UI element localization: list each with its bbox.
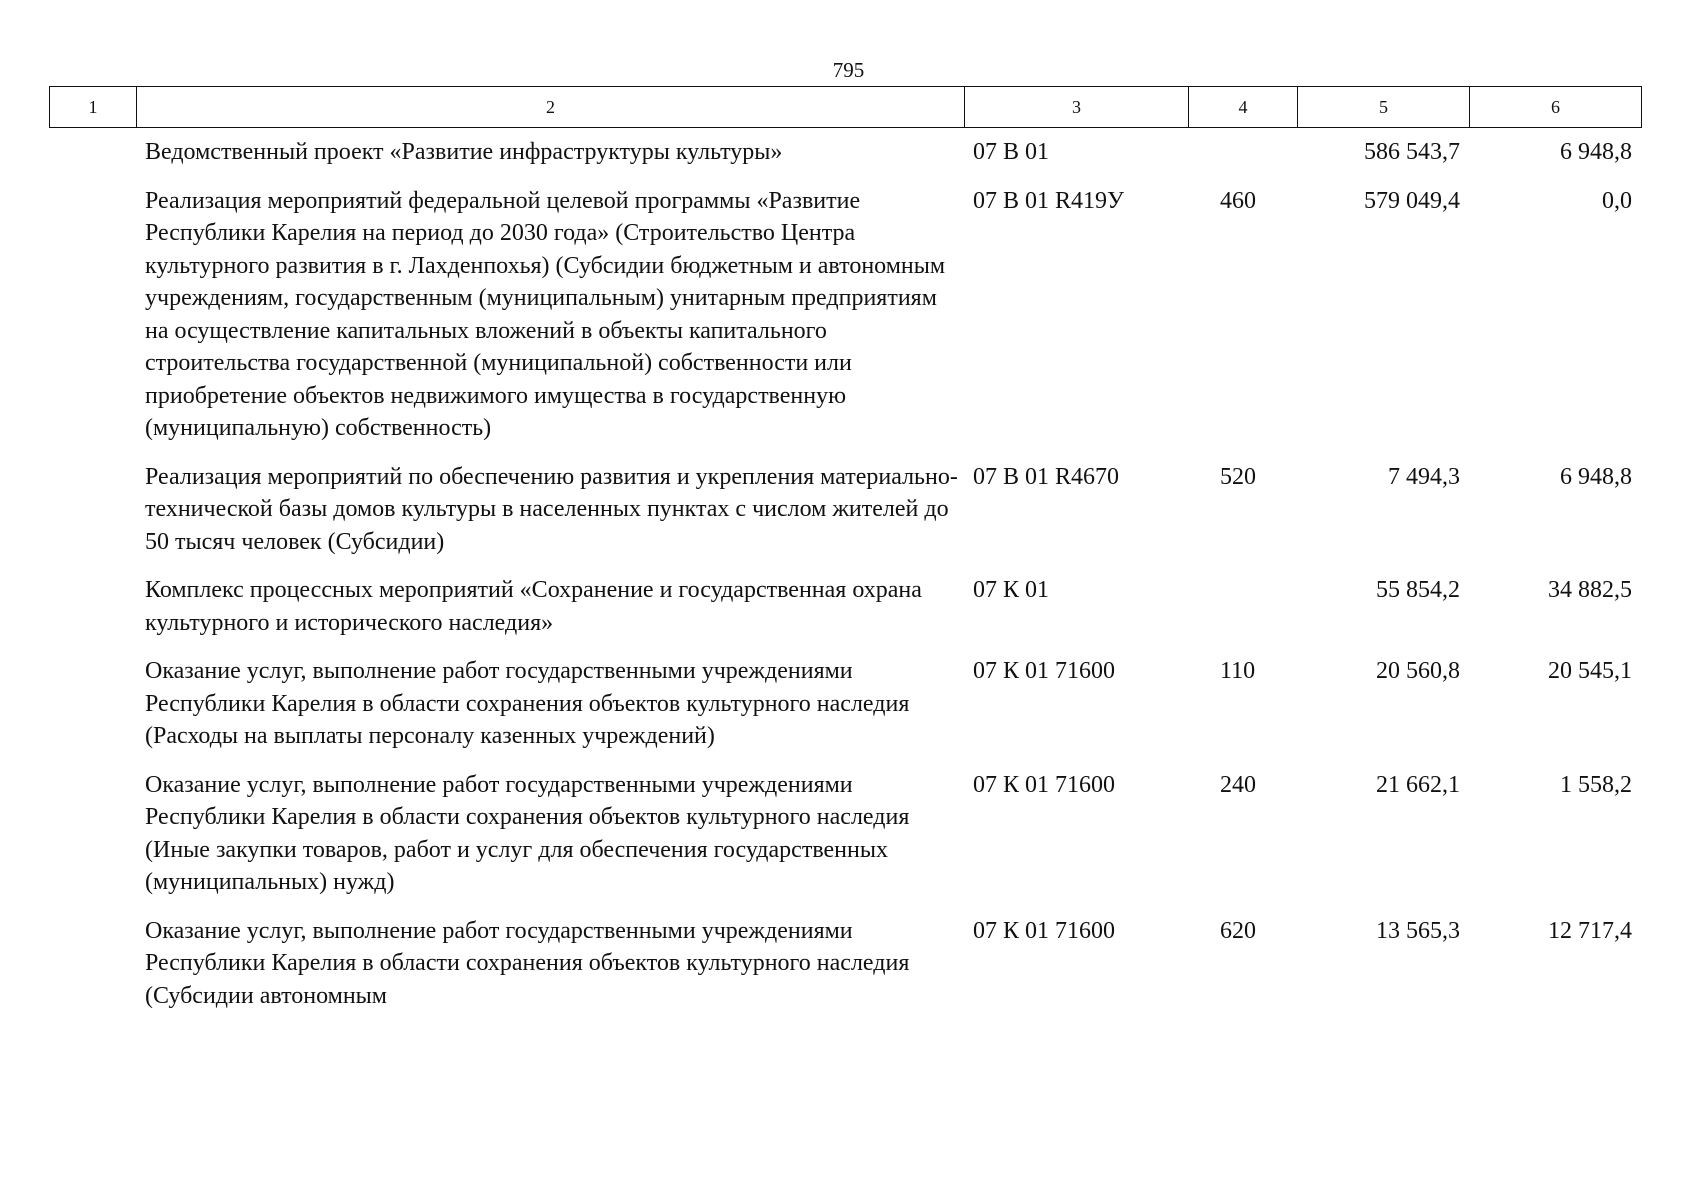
row-value-col6: 20 545,1 [1548, 658, 1632, 684]
table-row [49, 915, 1641, 1013]
row-name: Комплекс процессных мероприятий «Сохранение и государственная охрана культурного и исторического наследия» [145, 577, 922, 636]
row-value-col5: 586 543,7 [1364, 139, 1460, 165]
row-value-col5: 7 494,3 [1388, 463, 1460, 490]
row-number-cell [49, 461, 136, 559]
row-expense-type [1188, 574, 1297, 639]
row-name: Реализация мероприятий по обеспечению развития и укрепления материально-технической базы домов культуры в населенных пунктах с числом жителей до 50 тысяч человек (Субсидии) [145, 463, 958, 555]
row-code: 07 В 01 R419У [973, 187, 1125, 214]
row-number-cell [49, 915, 136, 1013]
table-row [49, 769, 1641, 899]
row-expense-type [1188, 136, 1297, 169]
row-code: 07 В 01 [973, 139, 1050, 165]
column-header-table [49, 86, 1642, 128]
row-value-col5: 13 565,3 [1376, 917, 1460, 944]
row-expense-type: 240 [1220, 771, 1256, 798]
row-name: Реализация мероприятий федеральной целевой программы «Развитие Республики Карелия на период до 2030 года» (Строительство Центра культурного развития в г. Лахденпохья) (Субсидии бюджетным и автономным учреждениям, государственным (муниципальным) унитарным предприятиям на осуществление капитальных вложений в объекты капитального строительства государственной (муниципальной) собственности или приобретение объектов недвижимого имущества в государственную (муниципальную) собственность) [145, 187, 946, 441]
row-value-col6: 12 717,4 [1548, 917, 1632, 944]
row-value-col6: 0,0 [1602, 187, 1632, 214]
row-value-col6: 1 558,2 [1560, 771, 1632, 798]
row-name: Оказание услуг, выполнение работ государственными учреждениями Республики Карелия в области сохранения объектов культурного наследия (Субсидии автономным [145, 917, 910, 1009]
row-number-cell [49, 574, 136, 639]
row-name: Оказание услуг, выполнение работ государственными учреждениями Республики Карелия в области сохранения объектов культурного наследия (Расходы на выплаты персоналу казенных учреждений) [145, 658, 910, 749]
table-row [49, 185, 1641, 445]
row-expense-type: 620 [1220, 917, 1256, 944]
row-number-cell [49, 655, 136, 753]
column-header-2: 2 [137, 87, 965, 128]
row-number-cell [49, 136, 136, 169]
column-header-6: 6 [1470, 87, 1642, 128]
row-number-cell [49, 185, 136, 445]
table-row [49, 136, 1641, 169]
table-row [49, 574, 1641, 639]
row-expense-type: 460 [1220, 187, 1256, 214]
row-code: 07 К 01 71600 [973, 917, 1116, 944]
row-code: 07 К 01 71600 [973, 771, 1116, 798]
column-header-1: 1 [50, 87, 137, 128]
row-value-col6: 6 948,8 [1560, 139, 1632, 165]
column-header-5: 5 [1298, 87, 1470, 128]
row-code: 07 К 01 [973, 577, 1050, 603]
row-value-col6: 6 948,8 [1560, 463, 1632, 490]
row-value-col5: 579 049,4 [1364, 187, 1460, 214]
row-code: 07 К 01 71600 [973, 658, 1116, 684]
row-expense-type: 520 [1220, 463, 1256, 490]
row-value-col5: 55 854,2 [1376, 577, 1460, 603]
column-header-4: 4 [1189, 87, 1298, 128]
column-header-row [50, 87, 1642, 128]
row-name: Оказание услуг, выполнение работ государственными учреждениями Республики Карелия в области сохранения объектов культурного наследия (Иные закупки товаров, работ и услуг для обеспечения государственных (муниципальных) нужд) [145, 771, 910, 895]
row-value-col6: 34 882,5 [1548, 577, 1632, 603]
row-expense-type: 110 [1220, 658, 1256, 684]
table-row [49, 461, 1641, 559]
column-header-3: 3 [965, 87, 1189, 128]
row-number-cell [49, 769, 136, 899]
row-code: 07 В 01 R4670 [973, 463, 1120, 490]
row-value-col5: 20 560,8 [1376, 658, 1460, 684]
page-number: 795 [832, 58, 865, 82]
row-value-col5: 21 662,1 [1376, 771, 1460, 798]
budget-table-body [49, 136, 1641, 1028]
table-row [49, 655, 1641, 753]
row-name: Ведомственный проект «Развитие инфраструктуры культуры» [145, 139, 783, 165]
